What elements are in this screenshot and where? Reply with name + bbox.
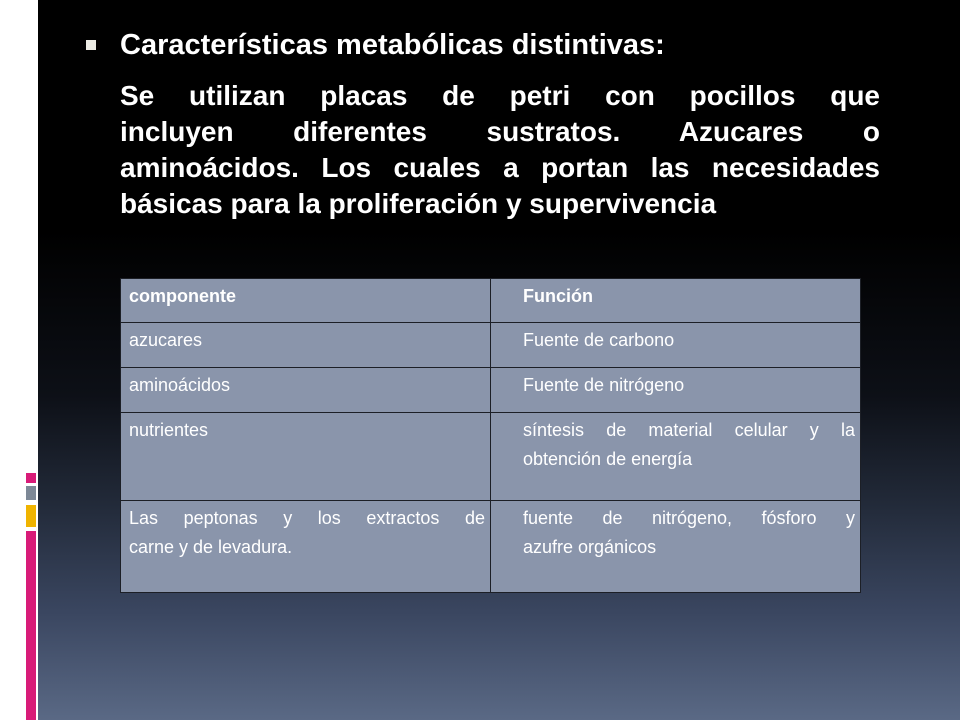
- function-cell: [491, 323, 861, 368]
- function-cell: [491, 413, 861, 501]
- function-cell: [491, 501, 861, 593]
- paragraph-line: básicas para la proliferación y supervivencia: [120, 188, 717, 219]
- cell-line: obtención de energía: [523, 449, 693, 469]
- table-row: [121, 368, 861, 413]
- body-paragraph: [120, 78, 880, 222]
- component-cell: [121, 413, 491, 501]
- paragraph-line: Se utilizan placas de petri con pocillos que: [120, 80, 880, 111]
- header-label: Función: [523, 286, 593, 306]
- table-header-row: [121, 279, 861, 323]
- table-row: [121, 323, 861, 368]
- cell-line: síntesis de material celular y la: [523, 420, 855, 440]
- header-cell-function: [491, 279, 861, 323]
- paragraph-line: aminoácidos. Los cuales a portan las necesidades: [120, 152, 880, 183]
- slide-heading: Características metabólicas distintivas:: [120, 29, 665, 61]
- cell-line: carne y de levadura.: [129, 537, 293, 557]
- cell-line: fuente de nitrógeno, fósforo y: [523, 508, 855, 528]
- table-row: [121, 501, 861, 593]
- accent-bar-pink-long: [26, 531, 36, 720]
- cell-line: Fuente de carbono: [523, 330, 675, 350]
- cell-line: azufre orgánicos: [523, 537, 657, 557]
- paragraph-line: incluyen diferentes sustratos. Azucares o: [120, 116, 880, 147]
- accent-bar-gray: [26, 486, 36, 500]
- header-cell-component: [121, 279, 491, 323]
- cell-line: Fuente de nitrógeno: [523, 375, 685, 395]
- accent-bar-yellow: [26, 505, 36, 527]
- table-row: [121, 413, 861, 501]
- components-table: [120, 278, 861, 593]
- cell-line: nutrientes: [129, 420, 209, 440]
- cell-line: aminoácidos: [129, 375, 231, 395]
- component-cell: [121, 368, 491, 413]
- component-cell: [121, 323, 491, 368]
- header-label: componente: [129, 286, 237, 306]
- square-bullet-icon: [86, 40, 96, 50]
- component-cell: [121, 501, 491, 593]
- cell-line: azucares: [129, 330, 203, 350]
- function-cell: [491, 368, 861, 413]
- accent-bar-pink-small: [26, 473, 36, 483]
- cell-line: Las peptonas y los extractos de: [129, 508, 485, 528]
